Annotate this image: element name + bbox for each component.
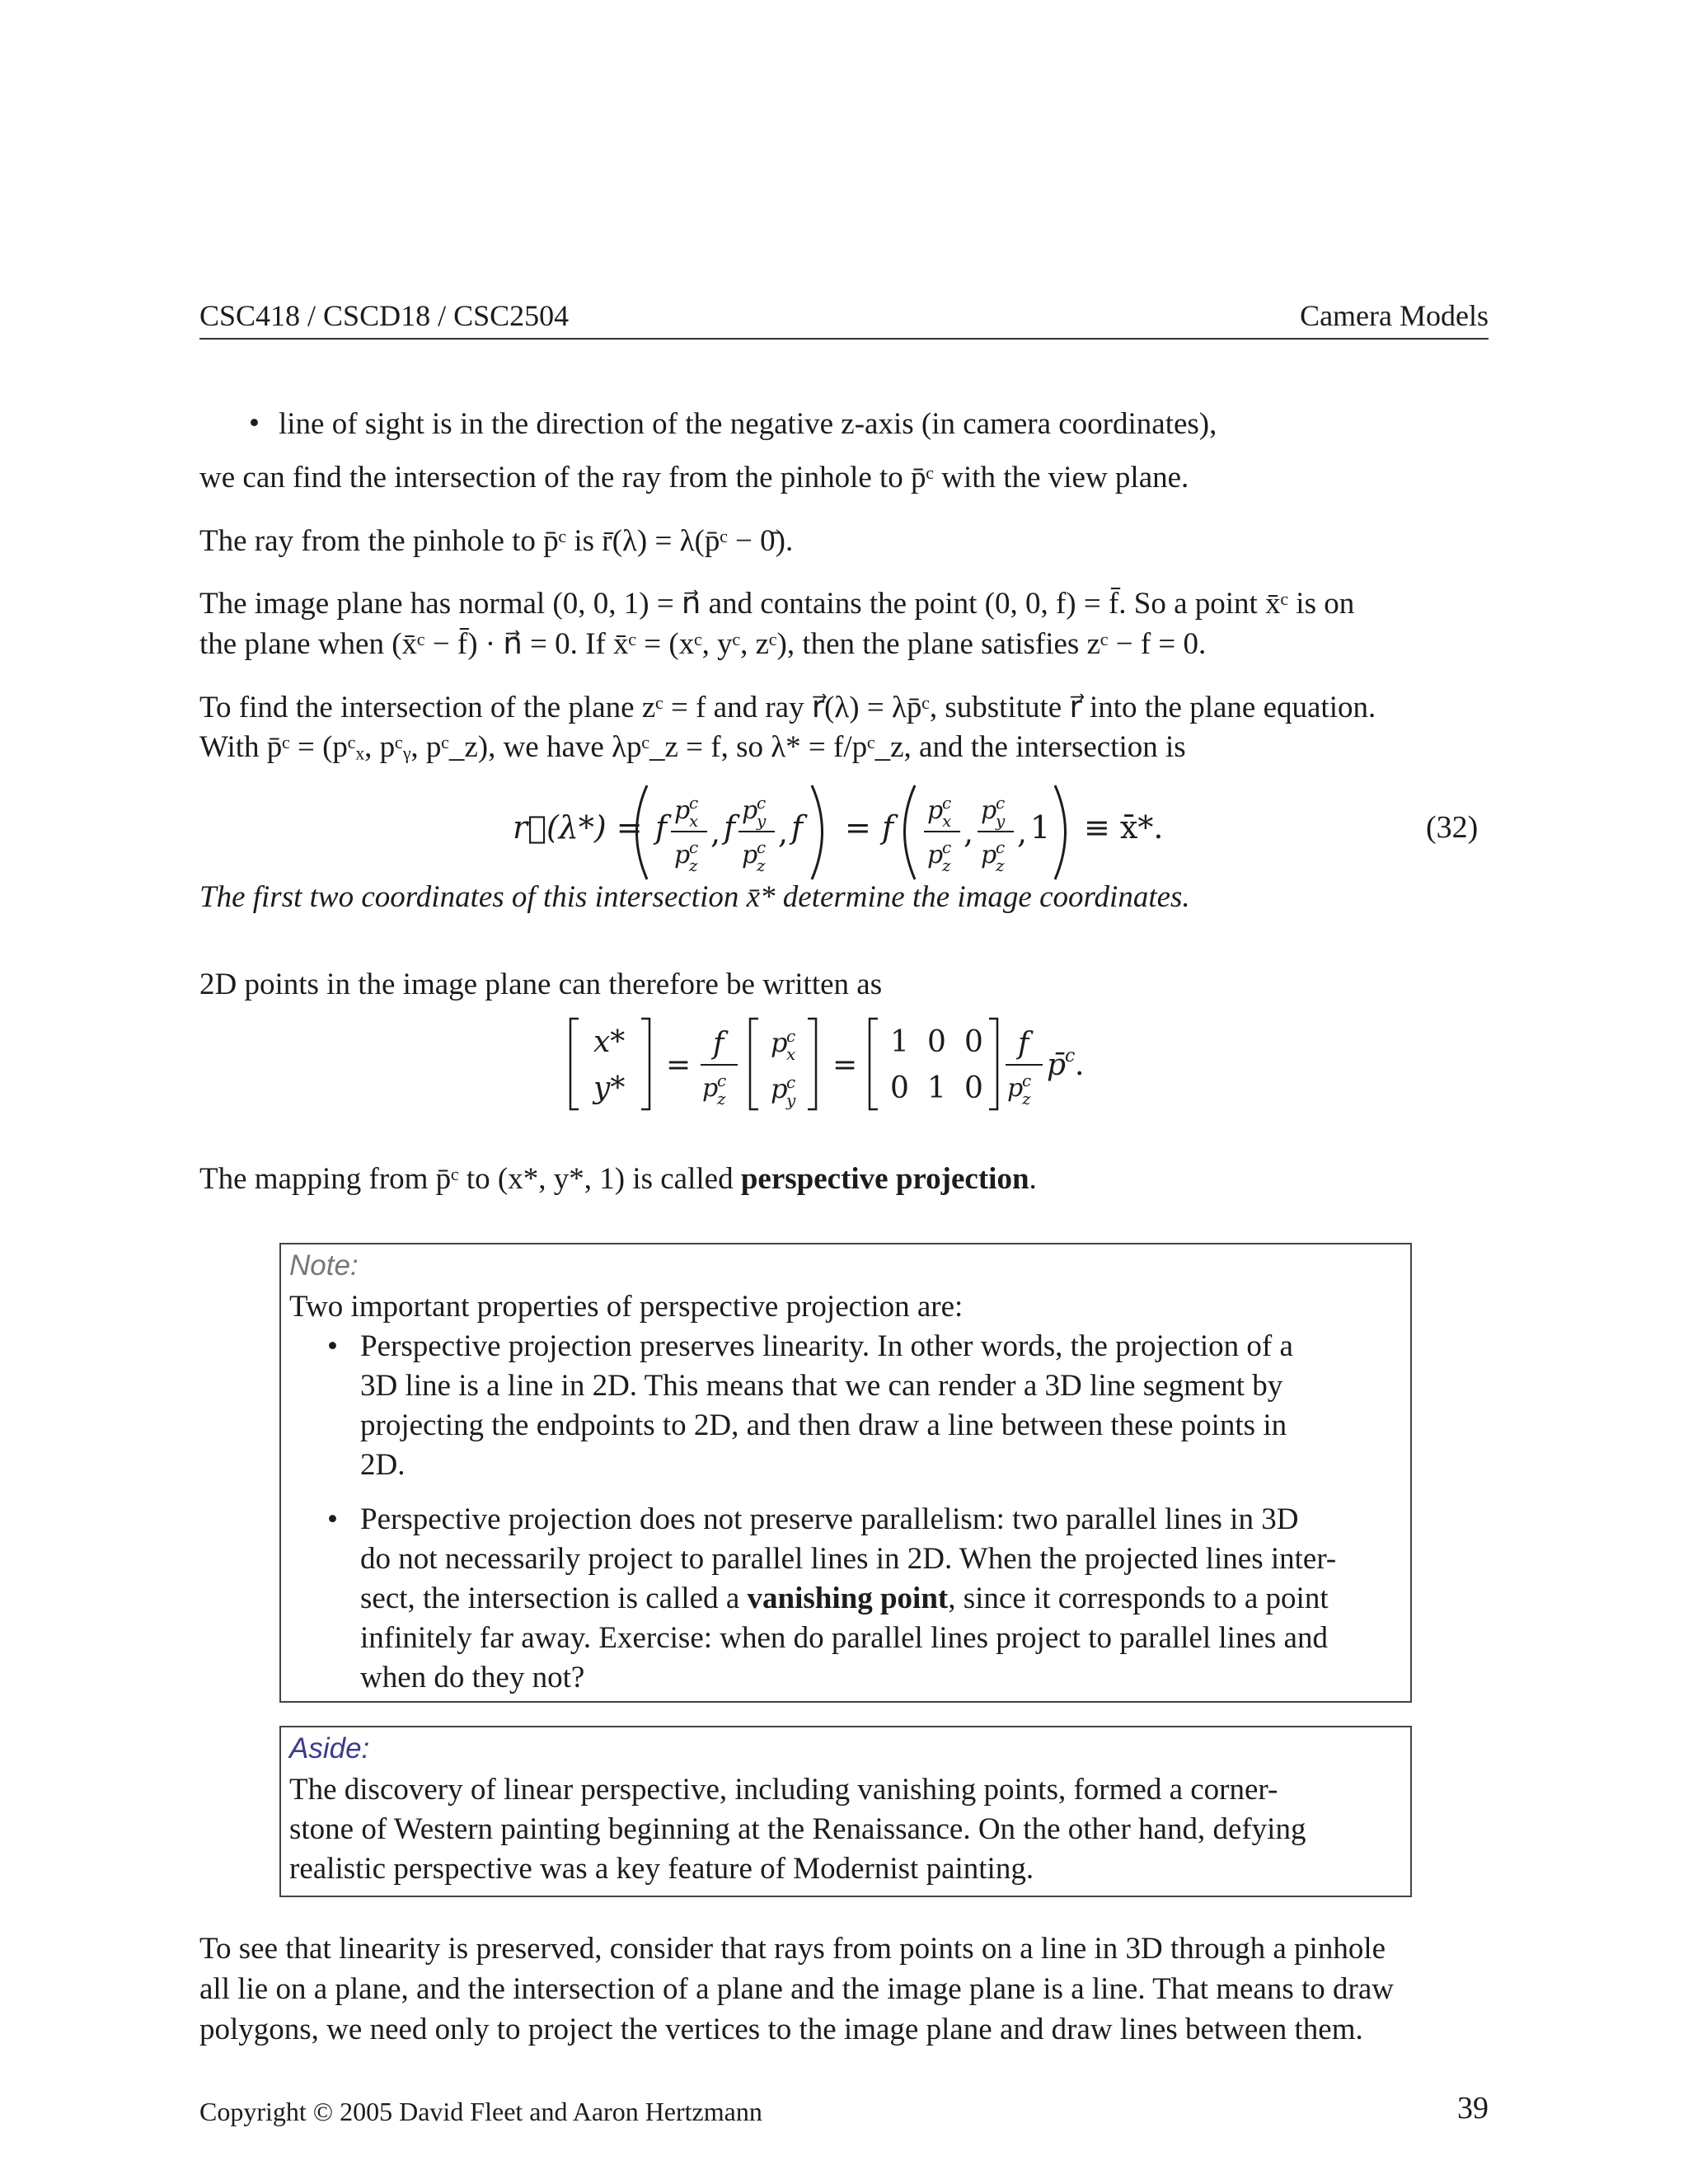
aside-line3: realistic perspective was a key feature of Modernist painting. [289,1852,1034,1886]
svg-text:p: p [981,796,997,825]
term-perspective-projection: perspective projection [740,1162,1029,1196]
svg-text:0: 0 [890,1071,909,1105]
svg-text:x*: x* [593,1025,626,1059]
svg-text:z: z [1022,1089,1031,1108]
note-bullet-linearity-line4: 2D. [360,1448,406,1482]
svg-text:f: f [655,809,668,846]
note-box [279,1243,1412,1703]
paragraph-find-intersection-line2: With p̄ᶜ = (pᶜₓ, pᶜᵧ, pᶜ_z), we have λpᶜ_z = f, so λ* = f/pᶜ_z, and the intersection is [199,730,1186,764]
svg-text:c: c [942,793,952,813]
note-bullet-linearity-line1: Perspective projection preserves linearity. In other words, the projection of a [360,1329,1293,1363]
header-chapter: Camera Models [1300,299,1489,332]
svg-text:p: p [927,796,944,825]
svg-text:f: f [713,1027,724,1061]
equation-matrix-projection [560,1012,1154,1119]
svg-text:f: f [724,809,736,846]
perspective-prefix: The mapping from p̄ᶜ to (x*, y*, 1) is called [199,1162,741,1196]
note-intro: Two important properties of perspective projection are: [289,1290,964,1324]
svg-text:y: y [757,811,767,831]
term-vanishing-point: vanishing point [747,1582,949,1615]
aside-title: Aside: [289,1732,370,1765]
svg-text:1: 1 [1030,809,1051,846]
bullet-icon: • [327,1329,338,1363]
svg-text:=: = [666,1048,692,1082]
svg-text:p: p [702,1074,719,1103]
note-bullet-linearity-line2: 3D line is a line in 2D. This means that we can render a 3D line segment by [360,1369,1283,1403]
svg-text:1: 1 [927,1071,946,1105]
svg-text:z: z [717,1089,726,1108]
paragraph-intersection: we can find the intersection of the ray from the pinhole to p̄ᶜ with the view plane. [199,461,1189,494]
svg-text:y*: y* [593,1071,626,1105]
paragraph-linearity-line2: all lie on a plane, and the intersection of a plane and the image plane is a line. That means to draw [199,1972,1394,2006]
equation-number-32: (32) [1426,810,1479,845]
equation-32 [495,779,1236,886]
svg-text:z: z [996,855,1005,875]
svg-text:c: c [1065,1046,1076,1066]
paragraph-ray: The ray from the pinhole to p̄ᶜ is r̄(λ) = λ(p̄ᶜ − 0̄). [199,524,794,558]
perspective-suffix: . [1029,1162,1037,1196]
aside-box [279,1726,1412,1897]
page-number: 39 [1457,2091,1489,2125]
svg-text:z: z [942,855,951,875]
note-bullet-parallelism-line2: do not necessarily project to parallel lines in 2D. When the projected lines inter- [360,1542,1337,1576]
svg-text:p: p [981,841,997,869]
svg-text:y: y [996,811,1006,831]
svg-text:x: x [786,1044,796,1064]
aside-line1: The discovery of linear perspective, including vanishing points, formed a corner- [289,1773,1278,1807]
svg-text:c: c [942,837,952,857]
svg-text:p: p [771,1073,788,1104]
svg-text:≡ x̄*.: ≡ x̄*. [1084,809,1164,846]
svg-text:p: p [927,841,944,869]
svg-text:=: = [845,809,871,846]
svg-text:p: p [1007,1074,1024,1103]
svg-text:p: p [771,1027,788,1058]
note-title: Note: [289,1249,359,1282]
svg-text:c: c [757,793,767,813]
svg-text:=: = [832,1048,858,1082]
svg-text:,: , [1017,814,1028,851]
paragraph-linearity-line3: polygons, we need only to project the vertices to the image plane and draw lines between them. [199,2013,1363,2046]
italic-note-image-coordinates: The first two coordinates of this intersection x̄* determine the image coordinates. [199,880,1190,914]
svg-text:c: c [689,793,699,813]
svg-text:1: 1 [890,1025,909,1059]
svg-text:p: p [674,841,691,869]
svg-text:z: z [757,855,766,875]
svg-text:c: c [1022,1071,1032,1090]
svg-text:p: p [742,841,758,869]
vanishing-suffix: , since it corresponds to a point [948,1582,1329,1615]
bullet-icon: • [249,406,260,440]
note-bullet-parallelism-line1: Perspective projection does not preserve parallelism: two parallel lines in 3D [360,1502,1299,1536]
paragraph-image-plane-line1: The image plane has normal (0, 0, 1) = n⃗ and contains the point (0, 0, f) = f̄. So a point x̄ᶜ is on [199,587,1355,621]
svg-text:0: 0 [927,1025,946,1059]
paragraph-image-plane-line2: the plane when (x̄ᶜ − f̄) · n⃗ = 0. If x̄ᶜ = (xᶜ, yᶜ, zᶜ), then the plane satisfies zᶜ − f = 0. [199,627,1207,661]
vanishing-prefix: sect, the intersection is called a [360,1582,748,1615]
bullet-icon: • [327,1502,338,1536]
svg-text:,: , [778,814,789,851]
svg-text:,: , [710,814,721,851]
paragraph-linearity-line1: To see that linearity is preserved, consider that rays from points on a line in 3D through a pinhole [199,1932,1386,1966]
svg-text:p̄: p̄ [1047,1048,1067,1082]
svg-text:y: y [786,1090,796,1110]
running-header [199,293,1489,340]
note-bullet-parallelism-line3 [360,1579,1400,1619]
svg-text:r⃗(λ*) =: r⃗(λ*) = [513,809,643,846]
svg-text:x: x [942,811,952,831]
svg-text:x: x [689,811,699,831]
svg-text:,: , [964,814,974,851]
bullet-line-of-sight: line of sight is in the direction of the negative z-axis (in camera coordinates), [279,407,1217,441]
svg-text:.: . [1075,1048,1085,1082]
svg-text:c: c [996,793,1006,813]
note-bullet-linearity-line3: projecting the endpoints to 2D, and then draw a line between these points in [360,1408,1287,1442]
svg-text:p: p [742,796,758,825]
paragraph-perspective-projection [199,1159,1037,1199]
svg-text:c: c [717,1071,727,1090]
svg-text:c: c [786,1026,796,1046]
note-bullet-parallelism-line5: when do they not? [360,1661,585,1694]
svg-text:f: f [1018,1027,1029,1061]
paragraph-2d-points: 2D points in the image plane can therefore be written as [199,968,883,1001]
svg-text:c: c [689,837,699,857]
svg-text:c: c [996,837,1006,857]
svg-text:0: 0 [964,1025,983,1059]
header-course: CSC418 / CSCD18 / CSC2504 [199,299,570,332]
svg-text:p: p [674,796,691,825]
svg-text:c: c [786,1072,796,1092]
svg-text:z: z [689,855,698,875]
footer-copyright: Copyright © 2005 David Fleet and Aaron Hertzmann [199,2097,762,2126]
svg-text:f: f [882,809,894,846]
svg-text:f: f [791,809,804,846]
svg-text:0: 0 [964,1071,983,1105]
paragraph-find-intersection-line1: To find the intersection of the plane zᶜ = f and ray r⃗(λ) = λp̄ᶜ, substitute r⃗ into the plane equation. [199,691,1376,724]
aside-line2: stone of Western painting beginning at the Renaissance. On the other hand, defying [289,1812,1306,1846]
svg-text:c: c [757,837,767,857]
note-bullet-parallelism-line4: infinitely far away. Exercise: when do parallel lines project to parallel lines and [360,1621,1328,1655]
